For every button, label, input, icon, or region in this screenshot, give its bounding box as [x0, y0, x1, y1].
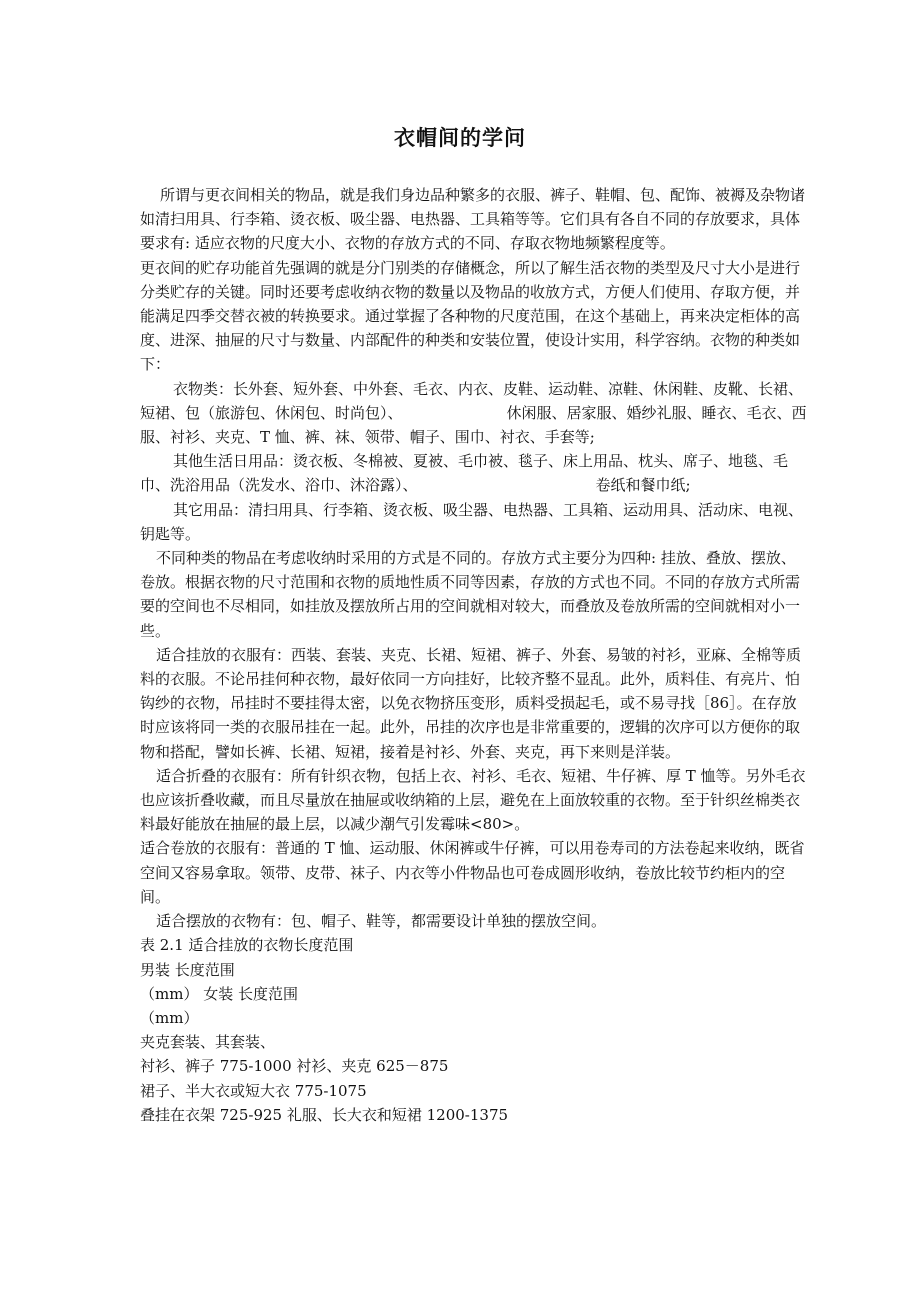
daily-items-part-1: 其他生活日用品：烫衣板、冬棉被、夏被、毛巾被、毯子、床上用品、枕头、席子、地毯、毛巾、洗浴用品（洗发水、浴巾、沐浴露）、 [140, 452, 789, 495]
table-line: 夹克套装、其套装、 [140, 1033, 276, 1052]
paragraph-daily-items [140, 449, 810, 497]
daily-items-part-2: 卷纸和餐巾纸; [595, 476, 691, 495]
paragraph-clothing-types [140, 377, 810, 450]
paragraph-storage-concept: 更衣间的贮存功能首先强调的就是分门别类的存储概念，所以了解生活衣物的类型及尺寸大小是进行分类贮存的关键。同时还要考虑收纳衣物的数量以及物品的收放方式，方便人们使用、存取方便，并能满足四季交替衣被的转换要求。通过掌握了各种物的尺度范围，在这个基础上，再来决定柜体的高度、进深、抽屉的尺寸与数量、内部配件的种类和安装位置，使设计实用，科学容纳。衣物的种类如下： [140, 258, 801, 374]
table-line: 衬衫、裤子 775-1000 衬衫、夹克 625－875 [140, 1057, 449, 1076]
document-body [140, 183, 810, 1127]
table-line: 叠挂在衣架 725-925 礼服、长大衣和短裙 1200-1375 [140, 1105, 509, 1124]
page-title: 衣帽间的学问 [394, 126, 526, 150]
paragraph-intro: 所谓与更衣间相关的物品，就是我们身边品种繁多的衣服、裤子、鞋帽、包、配饰、被褥及杂物诸如清扫用具、行李箱、烫衣板、吸尘器、电热器、工具箱等等。它们具有各自不同的存放要求，具体要求有: 适应衣物的尺度大小、衣物的存放方式的不同、存取衣物地频繁程度等。 [140, 186, 806, 253]
paragraph-placing: 适合摆放的衣物有：包、帽子、鞋等，都需要设计单独的摆放空间。 [156, 912, 607, 931]
paragraph-folding: 适合折叠的衣服有：所有针织衣物，包括上衣、衬衫、毛衣、短裙、牛仔裤、厚 T 恤等。另外毛衣也应该折叠收藏，而且尽量放在抽屉或收纳箱的上层，避免在上面放较重的衣物。至于针织丝棉类衣料最好能放在抽屉的最上层，以减少潮气引发霉味<80>。 [140, 766, 806, 834]
paragraph-rolling: 适合卷放的衣服有：普通的 T 恤、运动服、休闲裤或牛仔裤，可以用卷寿司的方法卷起来收纳，既省空间又容易拿取。领带、皮带、袜子、内衣等小件物品也可卷成圆形收纳，卷放比较节约柜内的空间。 [140, 839, 805, 906]
paragraph-other-items: 其它用品：清扫用具、行李箱、烫衣板、吸尘器、电热器、工具箱、运动用具、活动床、电视、钥匙等。 [140, 500, 804, 543]
clothing-types-part-2: 休闲服、居家服、婚纱礼服、睡衣、毛衣、西服、衬衫、夹克、T 恤、裤、袜、领带、帽子、围巾、衬衣、手套等; [140, 403, 807, 447]
paragraph-hanging: 适合挂放的衣服有：西装、套装、夹克、长裙、短裙、裤子、外套、易皱的衬衫，亚麻、全棉等质料的衣服。不论吊挂何种衣物，最好依同一方向挂好，比较齐整不显乱。此外，质料佳、有亮片、怕钩纱的衣物，吊挂时不要挂得太密，以免衣物挤压变形，质料受损起毛，或不易寻找［86］。在存放时应该将同一类的衣服吊挂在一起。此外，吊挂的次序也是非常重要的，逻辑的次序可以方便你的取物和搭配，譬如长裤、长裙、短裙，接着是衬衫、外套、夹克，再下来则是洋装。 [140, 645, 802, 761]
table-line: （mm） [140, 1008, 199, 1027]
clothing-types-part-1: 衣物类：长外套、短外套、中外套、毛衣、内衣、皮鞋、运动鞋、凉鞋、休闲鞋、皮靴、长裙、短裙、包（旅游包、休闲包、时尚包）、 [140, 379, 804, 422]
paragraph-storage-methods: 不同种类的物品在考虑收纳时采用的方式是不同的。存放方式主要分为四种: 挂放、叠放、摆放、卷放。根据衣物的尺寸范围和衣物的质地性质不同等因素，存放的方式也不同。不同的存放方式所需要的空间也不尽相同，如挂放及摆放所占用的空间就相对较大，而叠放及卷放所需的空间就相对小一些。 [140, 549, 801, 640]
table-caption: 表 2.1 适合挂放的衣物长度范围 [140, 936, 354, 955]
table-line: （mm） 女装 长度范围 [140, 984, 298, 1003]
table-line: 裙子、半大衣或短大衣 775-1075 [140, 1081, 367, 1100]
table-line: 男装 长度范围 [140, 960, 235, 979]
